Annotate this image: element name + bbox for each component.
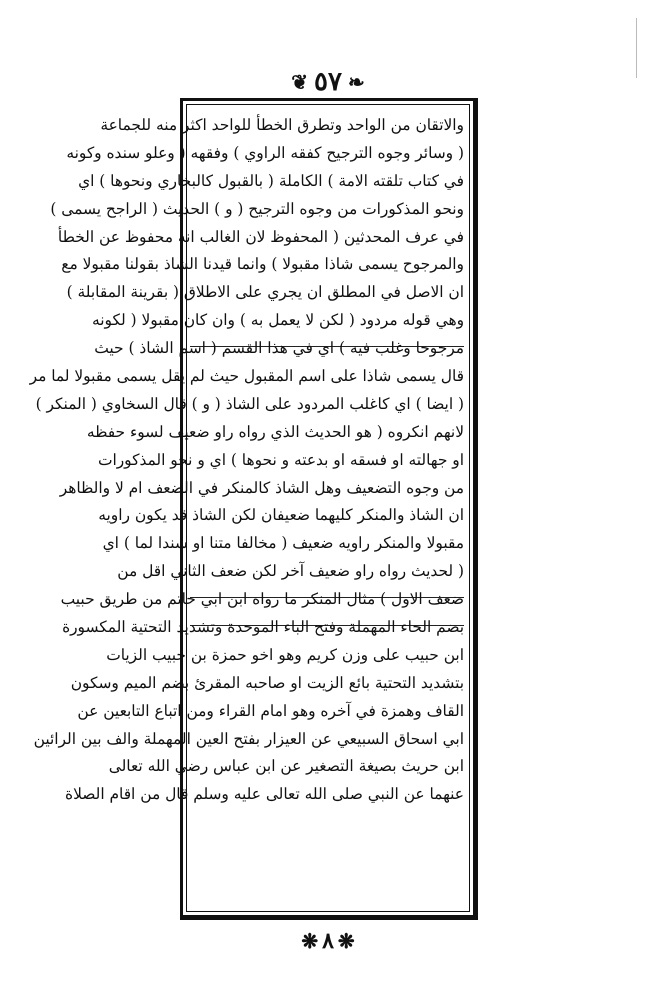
text-line: بضم الحاء المهملة وفتح الباء الموحدة وتشديد التحتية المكسورة bbox=[62, 618, 464, 637]
text-line: ( ايضا ) اي كاغلب المردود على الشاذ ( و ) قال السخاوي ( المنكر ) bbox=[35, 394, 464, 413]
text-line: والمرجوح يسمى شاذا مقبولا ) وانما قيدنا الشاذ بقولنا مقبولا مع bbox=[61, 255, 464, 274]
text-line: ( وسائر وجوه الترجيح كفقه الراوي ) وفقهه ( وعلو سنده وكونه bbox=[66, 143, 464, 162]
text-line: القاف وهمزة في آخره وهو امام القراء ومن اتباع التابعين عن bbox=[77, 701, 464, 720]
text-line: ان الاصل في المطلق ان يجري على الاطلاق ( بقرينة المقابلة ) bbox=[66, 283, 464, 302]
text-line: ضعف الاول ) مثال المنكر ما رواه ابن ابي حاتم من طريق حبيب bbox=[60, 590, 464, 609]
text-line: ابن حريث بصيغة التصغير عن ابن عباس رضي الله تعالى bbox=[108, 757, 464, 776]
ornament-left-icon: ❦ bbox=[291, 70, 309, 94]
page-footer bbox=[0, 926, 656, 956]
text-line: في كتاب تلقته الامة ) الكاملة ( بالقبول كالبخاري ونحوها ) اي bbox=[78, 171, 464, 190]
text-line: ابي اسحاق السبيعي عن العيزار بفتح العين المهملة والف بين الرائين bbox=[33, 729, 464, 748]
ornament-left-icon: ❋ bbox=[301, 929, 319, 953]
page-number: ٥٧ bbox=[314, 67, 342, 97]
text-line: في عرف المحدثين ( المحفوظ لان الغالب انه محفوظ عن الخطأ bbox=[57, 227, 464, 246]
text-line: ان الشاذ والمنكر كليهما ضعيفان لكن الشاذ قد يكون راويه bbox=[98, 506, 464, 525]
text-line: والاتقان من الواحد وتطرق الخطأ للواحد اكثر منه للجماعة bbox=[100, 116, 464, 134]
text-line: بتشديد التحتية بائع الزيت او صاحبه المقرئ بضم الميم وسكون bbox=[70, 673, 464, 692]
text-line: ونحو المذكورات من وجوه الترجيح ( و ) الحديث ( الراجح يسمى ) bbox=[50, 199, 464, 218]
signature-number: ٨ bbox=[322, 928, 334, 954]
ornament-right-icon: ❧ bbox=[347, 70, 365, 94]
text-line: عنهما عن النبي صلى الله تعالى عليه وسلم قال من اقام الصلاة bbox=[65, 785, 464, 804]
text-line: من وجوه التضعيف وهل الشاذ كالمنكر في الضعف ام لا والظاهر bbox=[59, 478, 464, 497]
text-line: مرجوحا وغلب فيه ) اي في هذا القسم ( اسم الشاذ ) حيث bbox=[94, 339, 464, 358]
page-header bbox=[0, 64, 656, 100]
text-line: لانهم انكروه ( هو الحديث الذي رواه راو ضعيف لسوء حفظه bbox=[86, 422, 464, 441]
ornament-right-icon: ❋ bbox=[337, 929, 355, 953]
text-line: قال يسمى شاذا على اسم المقبول حيث لم يقل يسمى مقبولا لما مر bbox=[29, 367, 464, 386]
arabic-text-body bbox=[29, 112, 464, 809]
text-line: وهي قوله مردود ( لكن لا يعمل به ) وان كان مقبولا ( لكونه bbox=[92, 311, 464, 330]
text-line: مقبولا والمنكر راويه ضعيف ( مخالفا متنا او سندا لما ) اي bbox=[102, 534, 464, 553]
text-line: ابن حبيب على وزن كريم وهو اخو حمزة بن حبيب الزيات bbox=[106, 645, 464, 664]
text-line: او جهالته او فسقه او بدعته و نحوها ) اي و نحو المذكورات bbox=[97, 450, 464, 469]
scan-edge-mark bbox=[636, 18, 637, 78]
text-line: ( لحديث رواه راو ضعيف آخر لكن ضعف الثاني اقل من bbox=[117, 562, 464, 581]
